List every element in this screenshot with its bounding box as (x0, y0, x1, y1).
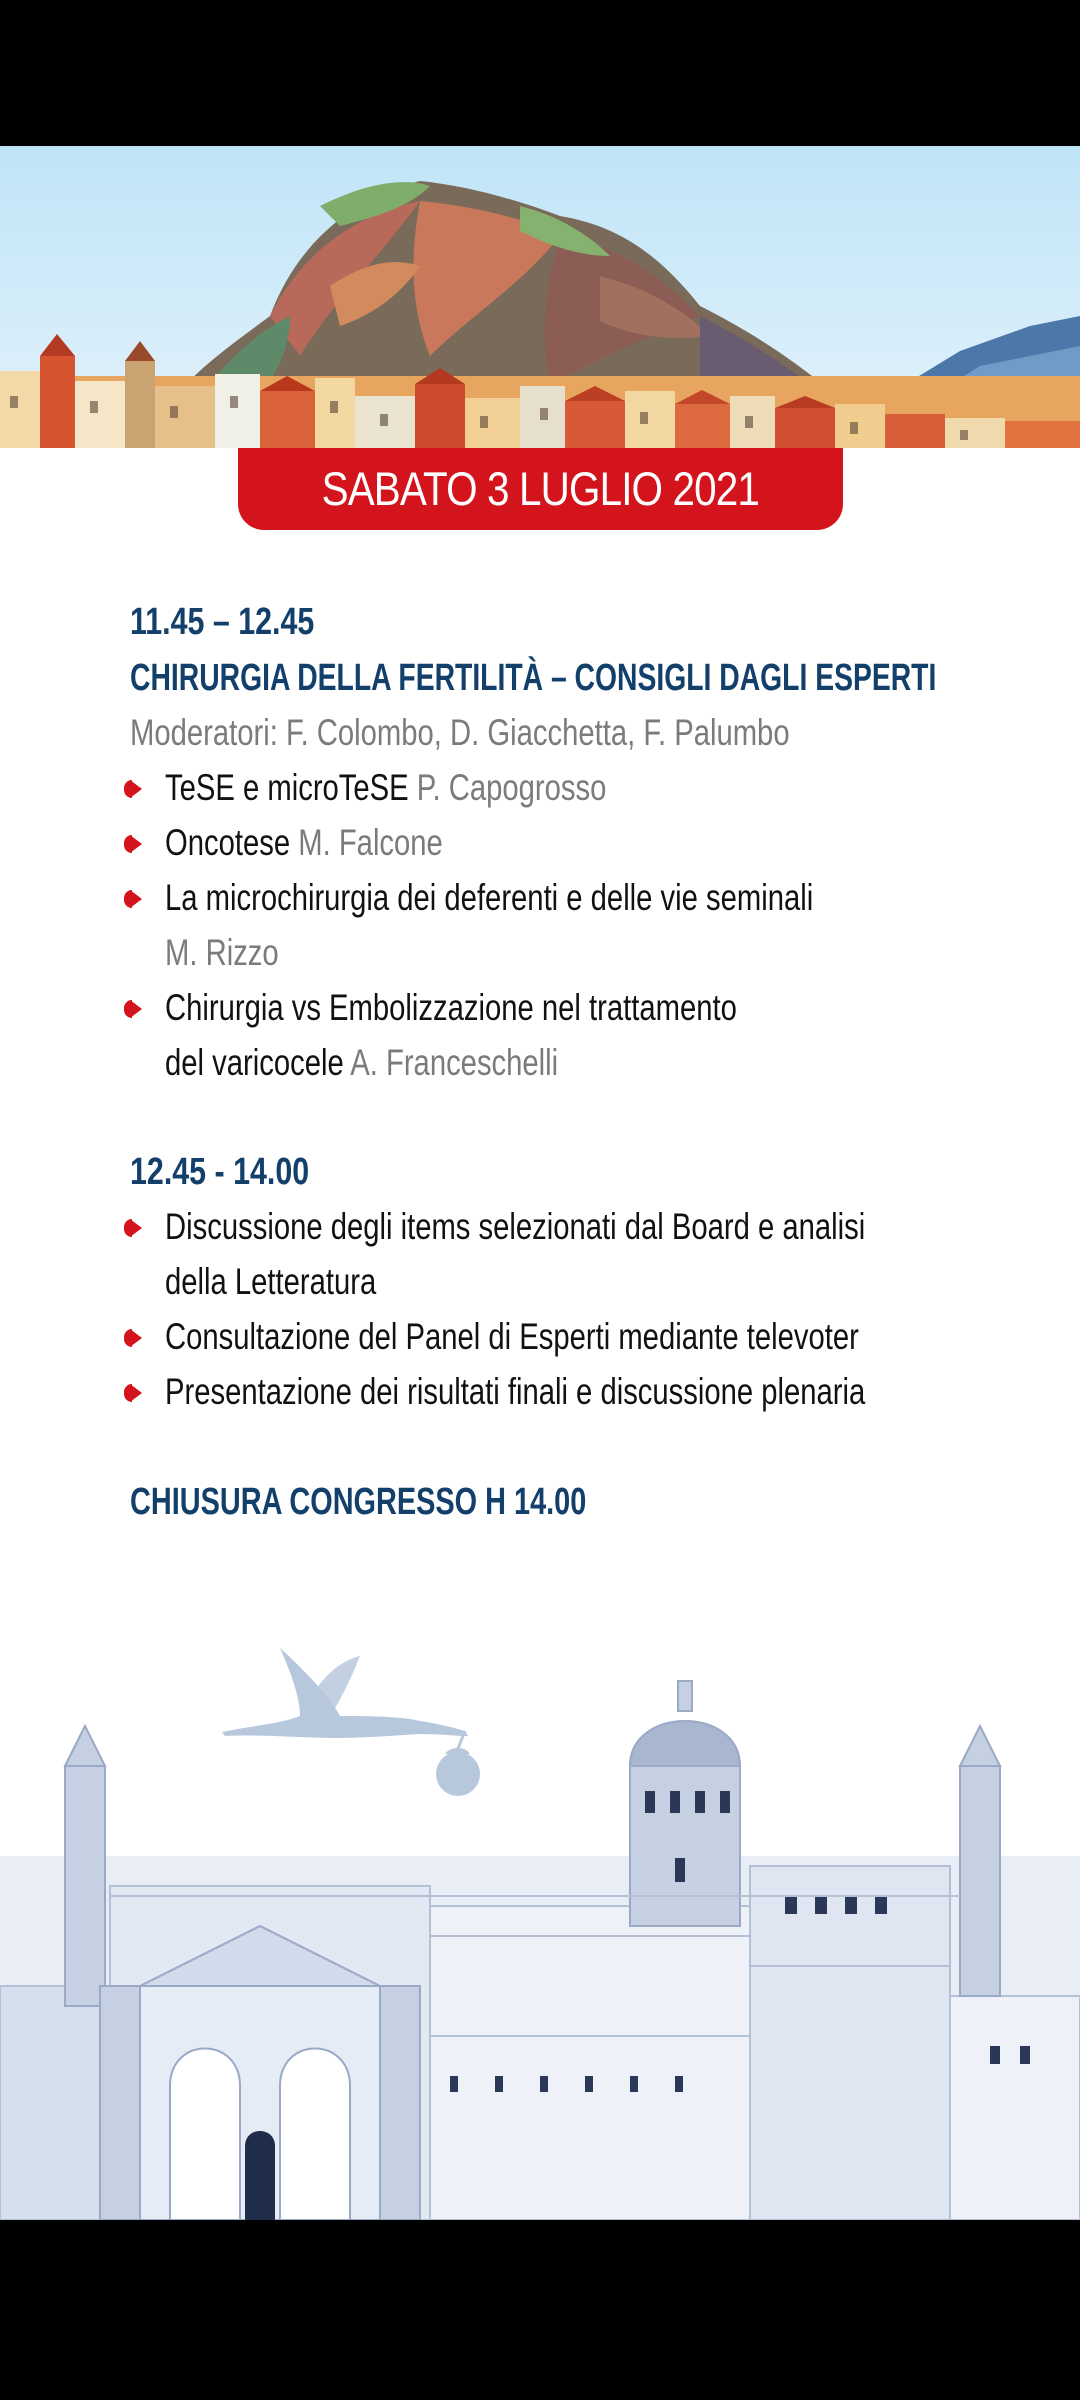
date-banner-text: SABATO 3 LUGLIO 2021 (321, 462, 760, 515)
talk-title: TeSE e microTeSE (165, 767, 417, 808)
cefalu-illustration (0, 146, 1080, 448)
bullet-icon (130, 1384, 142, 1402)
bullet-icon (130, 1329, 142, 1347)
bullet-icon (130, 835, 142, 853)
session-title: CHIRURGIA DELLA FERTILITÀ – CONSIGLI DAGLI ESPERTI (130, 657, 937, 699)
stork-carrying-bundle-icon (222, 1648, 480, 1796)
talk-speaker: M. Falcone (298, 822, 443, 863)
session-moderators: Moderatori: F. Colombo, D. Giacchetta, F. Palumbo (130, 712, 790, 753)
talk-speaker: P. Capogrosso (416, 767, 607, 808)
talk-speaker: A. Franceschelli (350, 1042, 559, 1083)
session-time: 12.45 - 14.00 (130, 1151, 310, 1193)
bullet-icon (130, 780, 142, 798)
bullet-icon (130, 1000, 142, 1018)
session-time: 11.45 – 12.45 (130, 601, 315, 643)
talk-title: La microchirurgia dei deferenti e delle vie seminali (165, 877, 814, 918)
talk-speaker: M. Rizzo (165, 932, 279, 973)
closing-note: CHIUSURA CONGRESSO H 14.00 (130, 1481, 587, 1523)
bullet-icon (130, 890, 142, 908)
talk-title: Oncotese (165, 822, 299, 863)
talk-title: Chirurgia vs Embolizzazione nel trattamento (165, 987, 737, 1028)
palermo-skyline-illustration (0, 1566, 1080, 2220)
bullet-icon (130, 1219, 142, 1237)
program-page: SABATO 3 LUGLIO 2021 11.45 – 12.45 CHIRURGIA DELLA FERTILITÀ – CONSIGLI DAGLI ESPERTI Moderatori: F. Colombo, D. Giacchetta, F. Palumbo TeSE e microTeSE P. Capogrosso Oncotese M. Falcone La microchirurgia dei deferenti e delle vie seminali M. Rizzo Chirurgia vs Embolizzazione nel trattamento del varicocele A. Franceschelli 12.45 - 14.00 Discussione degli items selezionati dal Board e analisi della Letteratura Consultazione del Panel di Esperti mediante televoter Presentazione dei risultati finali e discussione plenaria CHIUSURA CONGRESSO H 14.00 (0, 146, 1080, 2220)
date-banner (238, 448, 843, 530)
